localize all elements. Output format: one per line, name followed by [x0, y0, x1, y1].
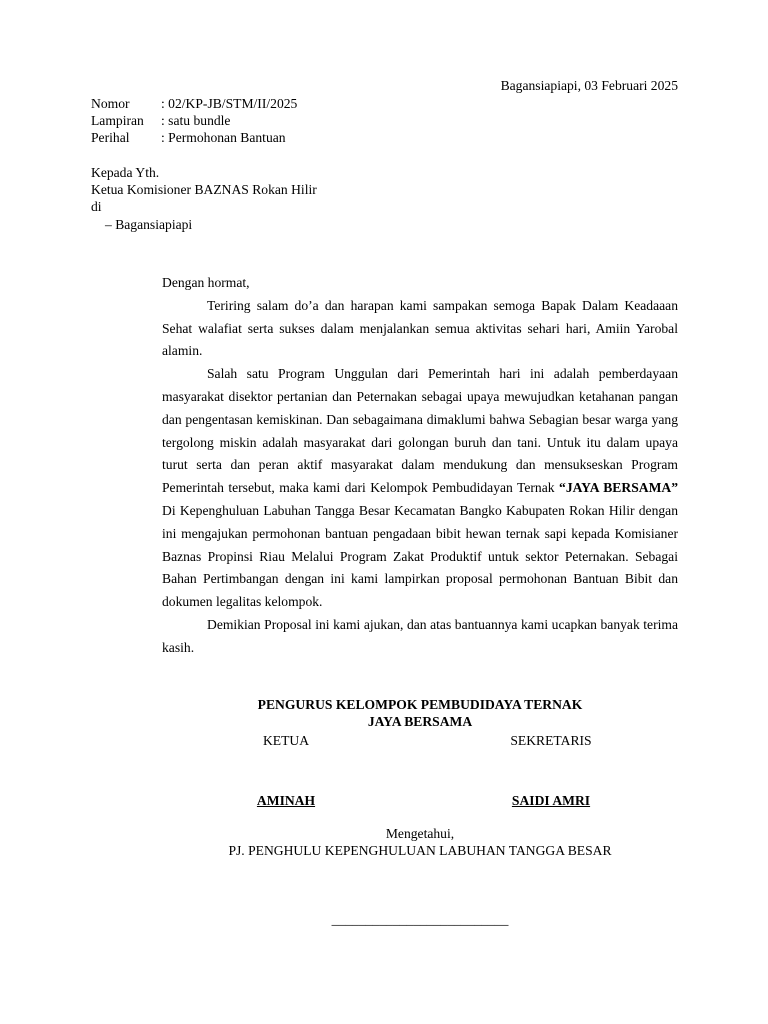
- signature-blank-line: __________________________: [331, 912, 509, 927]
- name-ketua: AMINAH: [256, 793, 316, 808]
- acknowledge-label: Mengetahui,: [385, 826, 455, 841]
- signature-org-line1: PENGURUS KELOMPOK PEMBUDIDAYA TERNAK: [257, 697, 583, 712]
- acknowledge-title: PJ. PENGHULU KEPENGHULUAN LABUHAN TANGGA BESAR: [228, 843, 612, 858]
- paragraph-2-text: Salah satu Program Unggulan dari Pemerintah hari ini adalah pemberdayaan masyarakat disektor pertanian dan Peternakan sebagai upaya mewujudkan ketahanan pangan dan pengentasan kemiskinan. Dan sebagaimana dimaklumi bahwa Sebagian besar warga yang tergolong miskin adalah masyarakat dari golongan buruh dan tani. Untuk itu dalam upaya turut serta dan peran aktif masyarakat dalam mendukung dan mensukseskan Program Pemerintah tersebut, maka kami dari Kelompok Pembudidayan Ternak: [162, 366, 678, 496]
- paragraph-2: [162, 363, 678, 614]
- name-sekretaris: SAIDI AMRI: [511, 793, 591, 808]
- paragraph-2-text-cont: Di Kepenghuluan Labuhan Tangga Besar Kecamatan Bangko Kabupaten Rokan Hilir dengan ini mengajukan permohonan bantuan pengadaan bibit hewan ternak sapi kepada Komisianer Baznas Propinsi Riau Melalui Program Zakat Produktif untuk sektor Peternakan. Sebagai Bahan Pertimbangan dengan ini kami lampirkan proposal permohonan Bantuan Bibit dan dokumen legalitas kelompok.: [162, 502, 678, 610]
- role-sekretaris: SEKRETARIS: [510, 733, 592, 748]
- meta-perihal: [91, 130, 286, 148]
- paragraph-3: Demikian Proposal ini kami ajukan, dan atas bantuannya kami ucapkan banyak terima kasih.: [162, 616, 678, 655]
- meta-value: : satu bundle: [161, 113, 231, 128]
- meta-label: Lampiran: [91, 113, 144, 128]
- address-salutation: Kepada Yth.: [91, 165, 160, 180]
- meta-lampiran: [91, 113, 230, 131]
- letter-body: [162, 272, 678, 660]
- signature-org-line2: JAYA BERSAMA: [367, 714, 473, 729]
- meta-nomor: [91, 96, 297, 114]
- meta-value: : 02/KP-JB/STM/II/2025: [161, 96, 298, 111]
- meta-label: Nomor: [91, 96, 130, 111]
- paragraph-1: Teriring salam do’a dan harapan kami sampakan semoga Bapak Dalam Keadaaan Sehat walafiat serta sukses dalam menjalankan semua aktivitas sehari hari, Amiin Yarobal alamin.: [162, 297, 678, 359]
- group-name-emphasis: “JAYA BERSAMA”: [559, 480, 679, 496]
- address-di: di: [91, 199, 102, 214]
- meta-label: Perihal: [91, 130, 130, 145]
- address-recipient: Ketua Komisioner BAZNAS Rokan Hilir: [91, 182, 317, 197]
- greeting: Dengan hormat,: [162, 275, 250, 290]
- address-city: – Bagansiapiapi: [105, 217, 193, 232]
- role-ketua: KETUA: [262, 733, 310, 748]
- meta-value: : Permohonan Bantuan: [161, 130, 286, 145]
- letter-date: Bagansiapiapi, 03 Februari 2025: [500, 78, 678, 93]
